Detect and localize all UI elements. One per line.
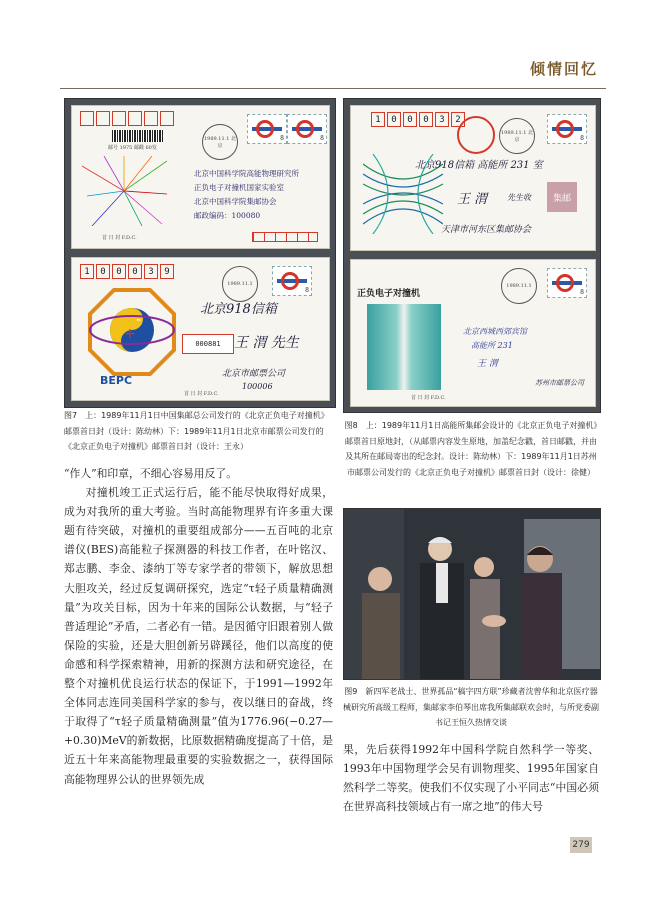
stamp: 8: [547, 114, 587, 144]
postcode-box: 2: [451, 112, 465, 127]
fig7-top-address-line: 正负电子对撞机国家实验室: [194, 183, 284, 192]
postmark: 1989.11.1 北京: [499, 118, 535, 154]
fig8-top-addressee-line1: 北京918信箱 高能所 231 室: [415, 160, 543, 171]
figure-7-photo: [64, 98, 336, 408]
fig7-top-address-line: 邮政编码：100080: [194, 211, 261, 220]
postcode-box: 0: [387, 112, 401, 127]
fig8-top-addressee-line2: 王 渭: [457, 192, 488, 207]
postcode-box: 3: [144, 264, 158, 279]
commemorative-seal-icon: [457, 116, 495, 154]
fig7-top-postcode: [80, 111, 174, 126]
fig7-bottom-sender-line: 北京市邮票公司: [222, 369, 286, 379]
postcode-box: [112, 111, 126, 126]
fig7-bottom-addressee-line2: 王 渭 先生: [234, 335, 299, 351]
postcode-box: [128, 111, 142, 126]
designer-note: 首 日 封 F.D.C.: [102, 235, 137, 241]
sender-postcode-boxes: [252, 232, 318, 242]
fig7-top-address-line: 北京中国科学院高能物理研究所: [194, 169, 299, 178]
fig7-bottom-postcode: [80, 264, 174, 279]
running-header-title: 倾情回忆: [529, 60, 598, 78]
stamp: 8: [287, 114, 327, 144]
bepc-logo-text: BEPC: [100, 374, 133, 387]
body-column-1: [64, 464, 333, 789]
body-column-2: [343, 740, 599, 816]
body-paragraph: “作人”和印章，不细心容易用反了。: [64, 467, 237, 480]
designer-note: 首 日 封 F.D.C.: [184, 391, 219, 397]
svg-text:-: -: [136, 312, 142, 328]
accelerator-pipe-illustration: [367, 304, 441, 390]
fig8-top-title-suffix: 先生收: [507, 193, 531, 202]
particle-tracks-illustration: [82, 156, 167, 226]
postcode-box: 0: [96, 264, 110, 279]
figure-8-caption: 图8 上：1989年11月1日高能所集邮会设计的《北京正负电子对撞机》邮票首日原地封，（从邮票内容发生原地，加盖纪念戳，首日邮戳，并由及其所在邮局寄出的纪念封。设计：陈幼林）下：1989年11月1日苏州市邮票公司发行的《北京正负电子对撞机》邮票首日封（设计：徐健）: [344, 421, 598, 477]
fig7-bottom-sender-code: 100006: [242, 382, 273, 391]
body-paragraph: 对撞机竣工正式运行后，能不能尽快取得好成果，成为对我所的重大考验。当时高能物理界有许多重大课题有待突破，对撞机的重要组成部分——五百吨的北京谱仪(BES)高能粒子探测器的科技工作者，在叶铭汉、郑志鹏、李金、漆纳丁等专家学者的带领下，解放思想大胆攻关，经过反复调研探究，选定“τ轻子质量精确测量”为攻关目标，因为十年来的国际公认数据，与“轻子普适理论”矛盾，二者必有一错。是因循守旧跟着别人做保险的实验，还是大胆创新另辟蹊径，他们以高度的使命感和科学探索精神，用新的探测方法和研究途径，在整个对撞机优良运行状态的保证下，于1991—1992年全体同志连同美国科学家的参与，夜以继日的奋战，终于取得了“τ轻子质量精确测量”值为1776.96(−0.27—+0.30)MeV的新数据，比原数据精确度提高了十倍，是近五十年来高能物理最重要的实验数据之一，获得国际高能物理界公认的世界领先成: [64, 486, 333, 786]
svg-text:+: +: [124, 326, 136, 342]
postcode-box: [96, 111, 110, 126]
postcode-box: 1: [371, 112, 385, 127]
postcode-box: 0: [403, 112, 417, 127]
fig7-bottom-addressee-line1: 北京918信箱: [200, 302, 277, 317]
registration-label: 000881: [182, 334, 234, 354]
body-paragraph: 果，先后获得1992年中国科学院自然科学一等奖、1993年中国物理学会吴有训物理奖、1995年国家自然科学二等奖。使我们不仅实现了小平同志“中国必须在世界高科技领域占有一席之地”的伟大号: [343, 743, 599, 814]
fig8-bottom-sender-line: 苏州市邮票公司: [535, 379, 584, 387]
postmark: 1989.11.1: [501, 268, 537, 304]
stamp: 8: [247, 114, 287, 144]
stamp: 8: [547, 268, 587, 298]
barcode-label: 邮号 1975 邮戳 60发: [108, 145, 157, 151]
postcode-box: [144, 111, 158, 126]
figure-9-photo: [343, 508, 601, 680]
fig7-bottom-envelope: [71, 257, 330, 401]
stamp: 8: [272, 266, 312, 296]
fig7-top-address-line: 北京中国科学院集邮协会: [194, 197, 277, 206]
figure-9-caption: 图9 新四军老战士、世界孤品“稿字四方联”珍藏者沈曾华和北京医疗器械研究所高级工程师，集邮家李伯琴出席我所集邮联欢会时，与所党委副书记王恒久热情交谈: [343, 687, 599, 727]
fig8-bottom-addressee-line1: 北京西城西郊宾馆: [463, 327, 527, 336]
postcode-box: 0: [419, 112, 433, 127]
fig8-top-envelope: [350, 105, 596, 251]
postcode-box: 3: [435, 112, 449, 127]
header-divider: [60, 88, 606, 89]
postcode-box: [80, 111, 94, 126]
bepc-logo-icon: [86, 286, 178, 378]
postcode-box: 0: [128, 264, 142, 279]
fig8-top-postcode: [371, 112, 465, 127]
fig8-top-chop: 集邮: [547, 182, 577, 212]
designer-note: 首 日 封 F.D.C.: [411, 395, 446, 401]
postmark: 1989.11.1: [222, 266, 258, 302]
postcode-box: 0: [112, 264, 126, 279]
page-number: 279: [570, 837, 592, 853]
postcode-box: 1: [80, 264, 94, 279]
figure-7-caption: 图7 上：1989年11月1日中国集邮总公司发行的《北京正负电子对撞机》邮票首日封（设计：陈幼林）下：1989年11月1日北京市邮票公司发行的《北京正负电子对撞机》邮票首日封（设计：王永）: [64, 411, 329, 451]
fig8-bottom-heading: 正负电子对撞机: [357, 289, 421, 299]
fig8-bottom-addressee-line3: 王 渭: [477, 359, 498, 369]
postmark: 1989.11.1 北京: [202, 124, 238, 160]
barcode: [112, 130, 164, 142]
fig8-bottom-envelope: [350, 259, 596, 407]
figure-8-photo: [343, 98, 601, 413]
postcode-box: [160, 111, 174, 126]
fig8-top-sender-line: 天津市河东区集邮协会: [441, 225, 532, 235]
fig7-top-envelope: [71, 105, 330, 249]
postcode-box: 9: [160, 264, 174, 279]
fig8-bottom-addressee-line2: 高能所 231: [471, 341, 513, 350]
handshake-scene-illustration: [344, 509, 600, 679]
